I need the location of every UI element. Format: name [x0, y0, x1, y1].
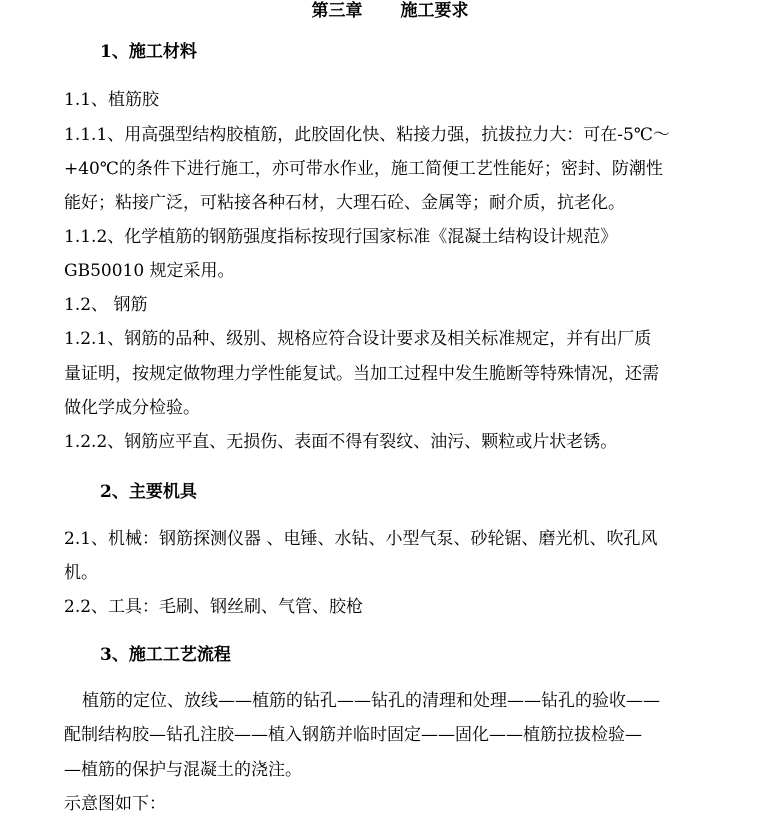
paragraph-line: 1.1.1、用高强型结构胶植筋，此胶固化快、粘接力强，抗拔拉力大：可在-5℃～ [64, 125, 670, 145]
section-heading-process: 3、施工工艺流程 [100, 645, 231, 665]
paragraph-line: 做化学成分检验。 [64, 398, 200, 418]
section-heading-materials: 1、施工材料 [100, 42, 197, 62]
section-heading-equipment: 2、主要机具 [100, 482, 197, 502]
paragraph-line: 配制结构胶—钻孔注胶——植入钢筋并临时固定——固化——植筋拉拔检验— [64, 725, 642, 745]
paragraph-line: —植筋的保护与混凝土的浇注。 [64, 760, 302, 780]
paragraph-line: 2.1、机械：钢筋探测仪器 、电锤、水钻、小型气泵、砂轮锯、磨光机、吹孔风 [64, 529, 658, 549]
paragraph-line: 量证明，按规定做物理力学性能复试。当加工过程中发生脆断等特殊情况，还需 [64, 364, 659, 384]
paragraph-line: GB50010 规定采用。 [64, 261, 235, 281]
chapter-title [0, 0, 780, 22]
paragraph-line: +40℃的条件下进行施工，亦可带水作业，施工简便工艺性能好；密封、防潮性 [64, 159, 663, 179]
paragraph-line: 1.1.2、化学植筋的钢筋强度指标按现行国家标准《混凝土结构设计规范》 [64, 227, 618, 247]
paragraph-line: 植筋的定位、放线——植筋的钻孔——钻孔的清理和处理——钻孔的验收—— [82, 691, 660, 711]
paragraph-line: 1.2.1、钢筋的品种、级别、规格应符合设计要求及相关标准规定，并有出厂质 [64, 329, 652, 349]
paragraph-line: 2.2、工具：毛刷、钢丝刷、气管、胶枪 [64, 597, 364, 617]
paragraph-line: 机。 [64, 563, 98, 583]
chapter-name: 施工要求 [400, 1, 469, 21]
paragraph-line: 1.2、 钢筋 [64, 295, 148, 315]
paragraph-line: 1.1、植筋胶 [64, 90, 160, 110]
chapter-number: 第三章 [311, 1, 363, 21]
paragraph-line: 能好；粘接广泛，可粘接各种石材，大理石砼、金属等；耐介质，抗老化。 [64, 193, 625, 213]
paragraph-line: 1.2.2、钢筋应平直、无损伤、表面不得有裂纹、油污、颗粒或片状老锈。 [64, 432, 618, 452]
paragraph-line: 示意图如下： [64, 794, 166, 814]
